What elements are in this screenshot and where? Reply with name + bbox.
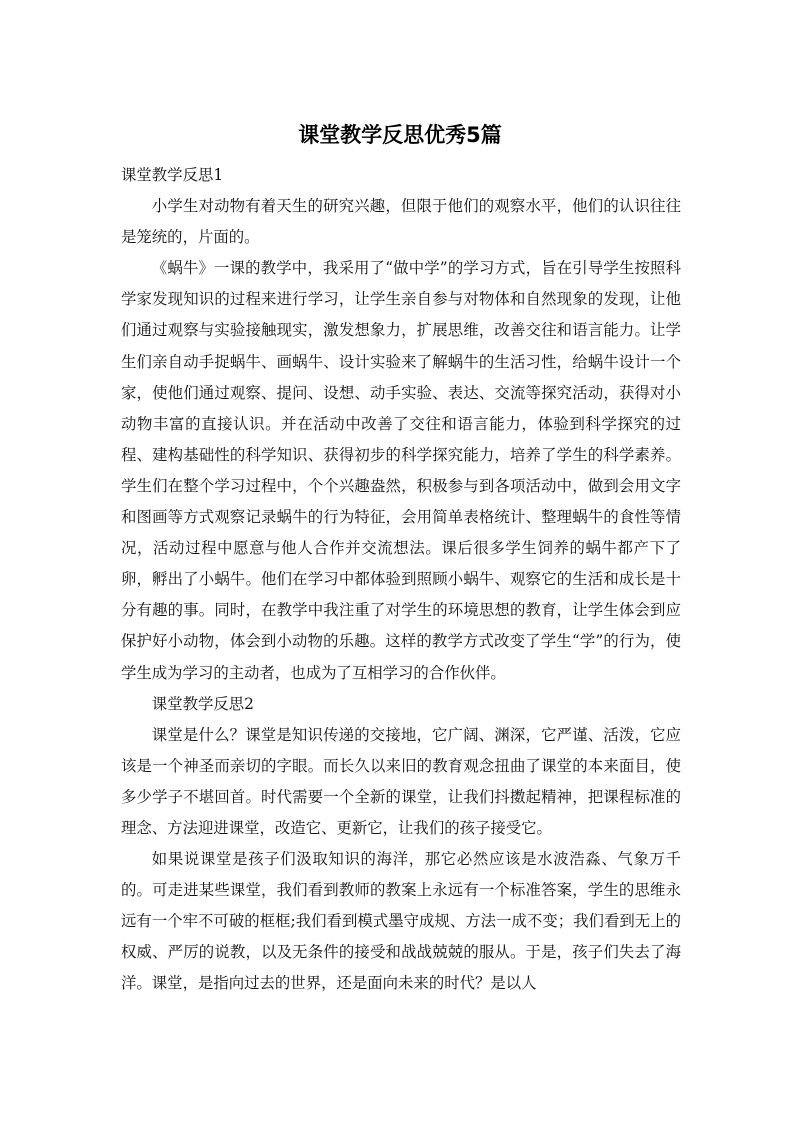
paragraph: 《蜗牛》一课的教学中，我采用了“做中学”的学习方式，旨在引导学生按照科学家发现知识的过程来进行学习，让学生亲自参与对物体和自然现象的发现，让他们通过观察与实验接触现实，激发想象力，扩展思维，改善交往和语言能力。让学生们亲自动手捉蜗牛、画蜗牛、设计实验来了解蜗牛的生活习性，给蜗牛设计一个家，使他们通过观察、提问、设想、动手实验、表达、交流等探究活动，获得对小动物丰富的直接认识。并在活动中改善了交往和语言能力，体验到科学探究的过程、建构基础性的科学知识、获得初步的科学探究能力，培养了学生的科学素养。学生们在整个学习过程中，个个兴趣盎然，积极参与到各项活动中，做到会用文字和图画等方式观察记录蜗牛的行为特征，会用简单表格统计、整理蜗牛的食性等情况，活动过程中愿意与他人合作并交流想法。课后很多学生饲养的蜗牛都产下了卵，孵出了小蜗牛。他们在学习中都体验到照顾小蜗牛、观察它的生活和成长是十分有趣的事。同时，在教学中我注重了对学生的环境思想的教育，让学生体会到应保护好小动物，体会到小动物的乐趣。这样的教学方式改变了学生“学”的行为，使学生成为学习的主动者，也成为了互相学习的合作伙伴。 — [121, 259, 681, 682]
section-heading-2: 课堂教学反思2 — [151, 694, 254, 713]
paragraph: 如果说课堂是孩子们汲取知识的海洋，那它必然应该是水波浩淼、气象万千的。可走进某些课堂，我们看到教师的教案上永远有一个标准答案，学生的思维永远有一个牢不可破的框框;我们看到模式墨守成规、方法一成不变；我们看到无上的权威、严厉的说教，以及无条件的接受和战战兢兢的服从。于是，孩子们失去了海洋。课堂，是指向过去的世界，还是面向未来的时代？是以人 — [121, 850, 681, 993]
document-title: 课堂教学反思优秀5篇 — [298, 123, 502, 147]
paragraph: 课堂是什么？课堂是知识传递的交接地，它广阔、渊深，它严谨、活泼，它应该是一个神圣而亲切的字眼。而长久以来旧的教育观念扭曲了课堂的本来面目，使多少学子不堪回首。时代需要一个全新的课堂，让我们抖擞起精神，把课程标准的理念、方法迎进课堂，改造它、更新它，让我们的孩子接受它。 — [121, 725, 681, 837]
document-body — [121, 160, 681, 1000]
paragraph: 小学生对动物有着天生的研究兴趣，但限于他们的观察水平，他们的认识往往是笼统的，片面的。 — [121, 197, 681, 247]
section-heading-1: 课堂教学反思1 — [121, 166, 224, 184]
